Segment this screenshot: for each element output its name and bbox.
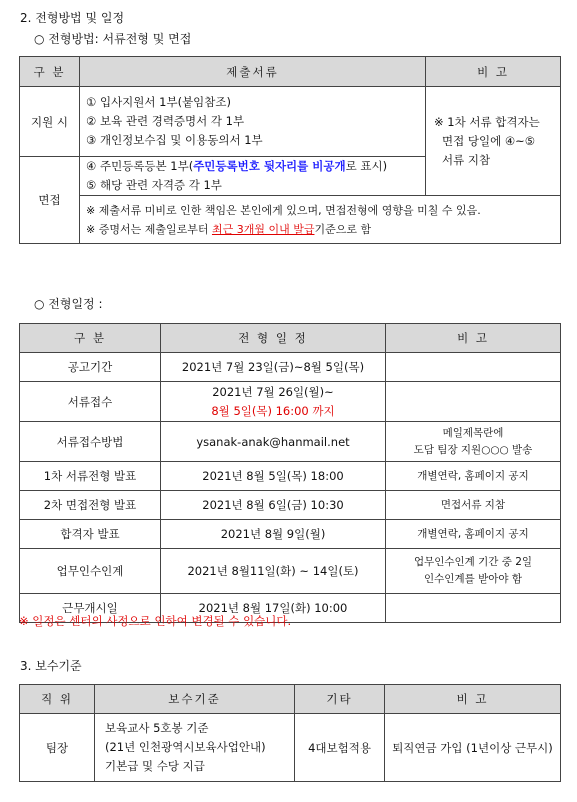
schedule-header-date: 전 형 일 정 <box>161 324 386 353</box>
method-note-cell <box>426 87 561 196</box>
row-interview-label: 면접 <box>20 157 80 244</box>
schedule-row <box>20 353 561 382</box>
doc-item-4-tail: 로 표시) <box>345 159 388 173</box>
schedule-label: 공고기간 <box>20 353 161 382</box>
method-note-line-1: ※ 1차 서류 합격자는 <box>434 114 540 129</box>
schedule-label: 업무인수인계 <box>20 549 161 594</box>
schedule-date-deadline: 8월 5일(목) 16:00 까지 <box>211 403 335 418</box>
schedule-row <box>20 382 561 422</box>
schedule-note <box>386 594 561 623</box>
schedule-label: 2차 면접전형 발표 <box>20 491 161 520</box>
schedule-date-line-1: 2021년 7월 26일(월)~ <box>212 384 334 399</box>
pay-standard-line-1: 보육교사 5호봉 기준 <box>105 721 209 735</box>
doc-item-2: ② 보육 관련 경력증명서 각 1부 <box>86 114 245 128</box>
doc-item-3: ③ 개인정보수집 및 이용동의서 1부 <box>86 133 263 147</box>
doc-item-4-emphasis: 주민등록번호 뒷자리를 비공개 <box>193 159 346 173</box>
schedule-row <box>20 520 561 549</box>
row-apply-docs <box>80 87 426 157</box>
schedule-header-note: 비 고 <box>386 324 561 353</box>
footnote-2-emphasis: 최근 3개월 이내 발급 <box>211 222 315 236</box>
section-2-title: 2. 전형방법 및 일정 <box>20 11 125 25</box>
schedule-table <box>19 323 561 623</box>
schedule-label: 근무개시일 <box>20 594 161 623</box>
schedule-row <box>20 422 561 462</box>
doc-item-4 <box>86 157 419 176</box>
schedule-note <box>386 549 561 594</box>
pay-standard <box>95 714 295 782</box>
footnote-1: ※ 제출서류 미비로 인한 책임은 본인에게 있으며, 면접전형에 영향을 미칠 수 있음. <box>86 203 481 217</box>
pay-note: 퇴직연금 가입 (1년이상 근무시) <box>385 714 561 782</box>
pay-header-standard: 보수기준 <box>95 685 295 714</box>
schedule-email: ysanak-anak@hanmail.net <box>161 422 386 462</box>
method-header-category: 구 분 <box>20 57 80 87</box>
method-header-note: 비 고 <box>426 57 561 87</box>
schedule-label: 1차 서류전형 발표 <box>20 462 161 491</box>
schedule-note: 개별연락, 홈페이지 공지 <box>386 462 561 491</box>
footnote-2-tail: 기준으로 함 <box>314 222 372 236</box>
section-3-title: 3. 보수기준 <box>20 659 82 673</box>
pay-header-etc: 기타 <box>295 685 385 714</box>
method-table <box>19 56 561 244</box>
method-header-docs: 제출서류 <box>80 57 426 87</box>
footnote-2-text: ※ 증명서는 제출일로부터 <box>86 222 212 236</box>
schedule-date: 2021년 8월 6일(금) 10:30 <box>161 491 386 520</box>
pay-standard-line-3: 기본급 및 수당 지급 <box>105 759 205 773</box>
schedule-row <box>20 462 561 491</box>
schedule-note <box>386 422 561 462</box>
schedule-header-category: 구 분 <box>20 324 161 353</box>
schedule-date: 2021년 8월11일(화) ~ 14일(토) <box>161 549 386 594</box>
schedule-note-line-1: 업무인수인계 기간 중 2일 <box>413 556 533 568</box>
schedule-date <box>161 382 386 422</box>
pay-header-position: 직 위 <box>20 685 95 714</box>
schedule-label: 서류접수방법 <box>20 422 161 462</box>
doc-item-5: ⑤ 해당 관련 자격증 각 1부 <box>86 178 222 192</box>
schedule-date: 2021년 7월 23일(금)~8월 5일(목) <box>161 353 386 382</box>
schedule-note-line-2: 도담 팀장 지원○○○ 발송 <box>413 443 533 456</box>
method-subtitle: ○ 전형방법: 서류전형 및 면접 <box>34 32 192 46</box>
schedule-date: 2021년 8월 9일(월) <box>161 520 386 549</box>
schedule-note: 개별연락, 홈페이지 공지 <box>386 520 561 549</box>
schedule-label: 서류접수 <box>20 382 161 422</box>
schedule-note-line-2: 인수인계를 받아야 함 <box>424 573 522 585</box>
schedule-note <box>386 353 561 382</box>
doc-item-4-text: ④ 주민등록등본 1부( <box>86 159 194 173</box>
method-footnotes <box>80 196 561 244</box>
row-apply-label: 지원 시 <box>20 87 80 157</box>
doc-item-1: ① 입사지원서 1부(붙임참조) <box>86 95 231 109</box>
schedule-note <box>386 382 561 422</box>
pay-etc: 4대보험적용 <box>295 714 385 782</box>
pay-table <box>19 684 561 782</box>
pay-header-note: 비 고 <box>385 685 561 714</box>
schedule-warning: ※ 일정은 센터의 사정으로 인하여 변경될 수 있습니다. <box>19 614 292 628</box>
schedule-row <box>20 491 561 520</box>
method-note-line-2: 면접 당일에 ④~⑤ <box>442 133 536 148</box>
schedule-row <box>20 549 561 594</box>
footnote-2 <box>86 220 554 239</box>
schedule-label: 합격자 발표 <box>20 520 161 549</box>
schedule-date: 2021년 8월 5일(목) 18:00 <box>161 462 386 491</box>
schedule-date: 2021년 8월 17일(화) 10:00 <box>161 594 386 623</box>
method-note-line-3: 서류 지참 <box>442 152 491 167</box>
pay-position: 팀장 <box>20 714 95 782</box>
row-interview-docs <box>80 157 426 196</box>
schedule-note-line-1: 메일제목란에 <box>442 426 504 439</box>
pay-standard-line-2: (21년 인천광역시보육사업안내) <box>105 740 266 754</box>
schedule-note: 면접서류 지참 <box>386 491 561 520</box>
schedule-subtitle: ○ 전형일정 : <box>34 297 103 311</box>
